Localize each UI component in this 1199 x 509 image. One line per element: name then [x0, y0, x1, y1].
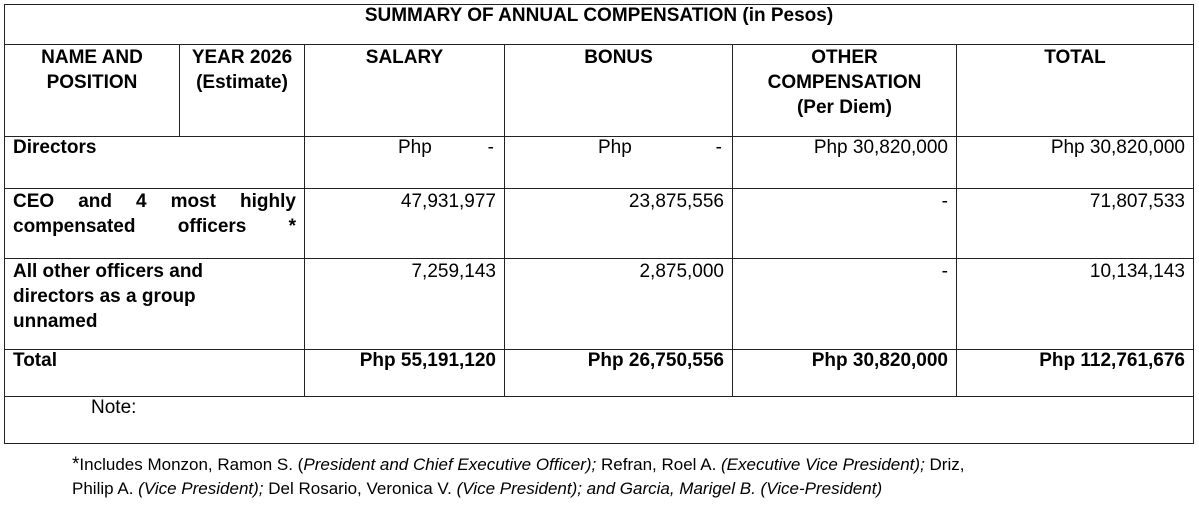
footnote-text-3: Refran, Roel A.: [596, 455, 722, 474]
footnote-text-9: (Vice President); and Garcia, Marigel B. (Vice-President): [456, 479, 883, 498]
note-row: [5, 397, 1194, 444]
footnote-text-4: (Executive Vice President);: [721, 455, 925, 474]
cell-ceo-other: -: [733, 189, 957, 259]
table-title: SUMMARY OF ANNUAL COMPENSATION (in Pesos): [5, 5, 1194, 45]
currency-prefix: Php: [398, 137, 432, 158]
cell-ceo-bonus: 23,875,556: [505, 189, 733, 259]
table-row-total: [5, 350, 1194, 397]
cell-total-other: Php 30,820,000: [733, 350, 957, 397]
header-other-compensation: OTHER COMPENSATION (Per Diem): [733, 45, 957, 137]
footnote-text-5: Driz,: [924, 455, 965, 474]
table-row: [5, 137, 1194, 189]
table-row: [5, 259, 1194, 350]
row-label-ceo: [5, 189, 305, 259]
cell-total-bonus: Php 26,750,556: [505, 350, 733, 397]
compensation-table: [4, 4, 1194, 444]
row-label-directors: Directors: [5, 137, 305, 189]
header-total: TOTAL: [957, 45, 1194, 137]
cell-others-bonus: 2,875,000: [505, 259, 733, 350]
table-row: [5, 189, 1194, 259]
cell-directors-other: Php 30,820,000: [733, 137, 957, 189]
footnote-text-6: Philip A.: [72, 479, 139, 498]
currency-prefix: Php: [598, 137, 632, 158]
cell-total-total: Php 112,761,676: [957, 350, 1194, 397]
header-year: YEAR 2026 (Estimate): [180, 45, 305, 137]
cell-directors-salary: [305, 137, 505, 189]
note-label: Note:: [91, 397, 137, 418]
row-label-others: [5, 259, 305, 350]
row-label-total: Total: [5, 350, 305, 397]
cell-others-total: 10,134,143: [957, 259, 1194, 350]
row-label-others-text: All other officers and directors as a group unnamed: [13, 261, 204, 332]
note-cell: [5, 397, 1194, 444]
row-label-ceo-text: CEO and 4 most highly compensated officers *: [13, 191, 296, 237]
cell-directors-bonus: [505, 137, 733, 189]
bonus-value: -: [715, 137, 722, 158]
header-bonus: BONUS: [505, 45, 733, 137]
header-salary: SALARY: [305, 45, 505, 137]
header-name-position: NAME AND POSITION: [5, 45, 180, 137]
cell-total-salary: Php 55,191,120: [305, 350, 505, 397]
title-row: [5, 5, 1194, 45]
salary-value: -: [487, 137, 494, 158]
footnote: [72, 453, 1172, 501]
cell-directors-total: Php 30,820,000: [957, 137, 1194, 189]
footnote-text-1: Includes Monzon, Ramon S. (: [79, 455, 304, 474]
cell-ceo-total: 71,807,533: [957, 189, 1194, 259]
cell-ceo-salary: 47,931,977: [305, 189, 505, 259]
cell-others-salary: 7,259,143: [305, 259, 505, 350]
footnote-text-8: Del Rosario, Veronica V.: [263, 479, 457, 498]
footnote-asterisk: *: [72, 454, 80, 475]
footnote-text-2: President and Chief Executive Officer);: [303, 455, 597, 474]
header-row: [5, 45, 1194, 137]
footnote-text-7: (Vice President);: [138, 479, 264, 498]
cell-others-other: -: [733, 259, 957, 350]
